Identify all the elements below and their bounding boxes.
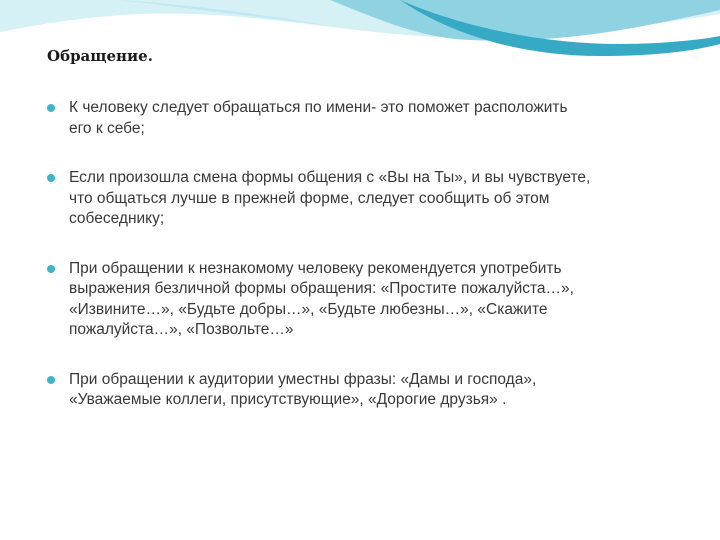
bullet-line: К человеку следует обращаться по имени- это поможет расположить xyxy=(69,99,568,116)
bullet-line: При обращении к аудитории уместны фразы: «Дамы и господа», xyxy=(69,370,537,388)
bullet-item xyxy=(47,259,687,341)
bullet-text xyxy=(69,370,687,411)
bullet-dot-icon xyxy=(47,104,55,112)
bullet-text xyxy=(69,168,687,230)
bullet-line: «Извините…», «Будьте добры…», «Будьте любезны…», «Скажите xyxy=(69,300,548,318)
bullet-line: что общаться лучше в прежней форме, следует сообщить об этом xyxy=(69,189,550,207)
bullet-item xyxy=(47,168,687,230)
bullet-line: «Уважаемые коллеги, присутствующие», «Дорогие друзья» . xyxy=(69,391,507,408)
bullet-text xyxy=(69,259,687,341)
bullet-item xyxy=(47,370,687,411)
bullet-dot-icon xyxy=(47,174,55,182)
bullet-item xyxy=(47,98,687,139)
bullet-dot-icon xyxy=(47,376,55,384)
bullet-list xyxy=(47,98,687,440)
bullet-line: пожалуйста…», «Позвольте…» xyxy=(69,321,294,338)
bullet-line: его к себе; xyxy=(69,119,145,137)
slide-title: Обращение. xyxy=(47,47,153,65)
bullet-line: Если произошла смена формы общения с «Вы на Ты», и вы чувствуете, xyxy=(69,169,591,186)
bullet-text xyxy=(69,98,687,139)
bullet-line: При обращении к незнакомому человеку рекомендуется употребить xyxy=(69,259,562,277)
bullet-line: выражения безличной формы обращения: «Простите пожалуйста…», xyxy=(69,280,574,297)
bullet-dot-icon xyxy=(47,265,55,273)
bullet-line: собеседнику; xyxy=(69,210,165,227)
